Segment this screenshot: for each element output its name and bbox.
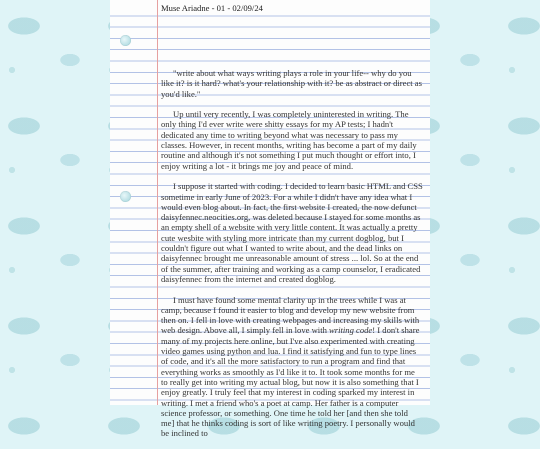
paragraph-text: I must have found some mental clarity up in the trees while I was at camp, because I found it easier to blog and develop my new website from then on. I fell in love with creating webpages and increasing my skills with web design. Above all, I simply fell in love with xyxy=(161,294,420,336)
notebook-paper xyxy=(110,0,430,439)
margin-line xyxy=(157,0,158,405)
paragraph-text: ! I don't share many of my projects here online, but I've also experimented with creating video games using python and lua. I find it satisfying and fun to type lines of code, and it's all the more satisfactory to run a program and find that everything works as smoothly as I'd like it to. It took some months for me to really get into writing my actual blog, but now it is also something that I enjoy greatly. I truly feel that my interest in coding sparked my interest in writing. I met a friend who's a poet at camp. Her father is a computer science professor, or something. One time he told her [and then she told me] that he thinks coding is sort of like writing poetry. I personally would be inclined to xyxy=(161,325,420,439)
emphasis-text: writing code xyxy=(329,325,373,336)
prompt-paragraph: "write about what ways writing plays a role in your life-- why do you like it? is it hard? what's your relationship with it? be as abstract or direct as you'd like." xyxy=(161,68,422,99)
page-title: Muse Ariadne - 01 - 02/09/24 xyxy=(161,3,263,13)
binder-hole-icon xyxy=(120,191,131,202)
post-body xyxy=(161,68,423,449)
binder-hole-icon xyxy=(120,35,131,46)
body-paragraph-2: I suppose it started with coding. I decided to learn basic HTML and CSS sometime in early June of 2023. For a while I didn't have any idea what I would even blog about. In fact, the first website I created, the now defunct daisyfennec.neocities.org, was deleted because I stayed for some months as an empty shell of a website with very little content. It was actually a pretty cute wesbite with styling more intricate than my current dogblog, but I couldn't figure out what I wanted to write about, and the dead links on daisyfennec brought me unreasonable amount of stress ... lol. So at the end of the summer, after training and working as a camp counselor, I eradicated daisyfennec from the internet and created dogblog. xyxy=(161,181,423,284)
body-paragraph-3 xyxy=(161,295,423,439)
body-paragraph-1: Up until very recently, I was completely uninterested in writing. The only thing I'd ever write were shitty essays for my AP tests; I hadn't dedicated any time to writing beyond what was necessary to pass my classes. However, in recent months, writing has become a part of my daily routine and although it's not something I put much thought or effort into, I enjoy writing a lot - it brings me joy and peace of mind. xyxy=(161,109,417,171)
